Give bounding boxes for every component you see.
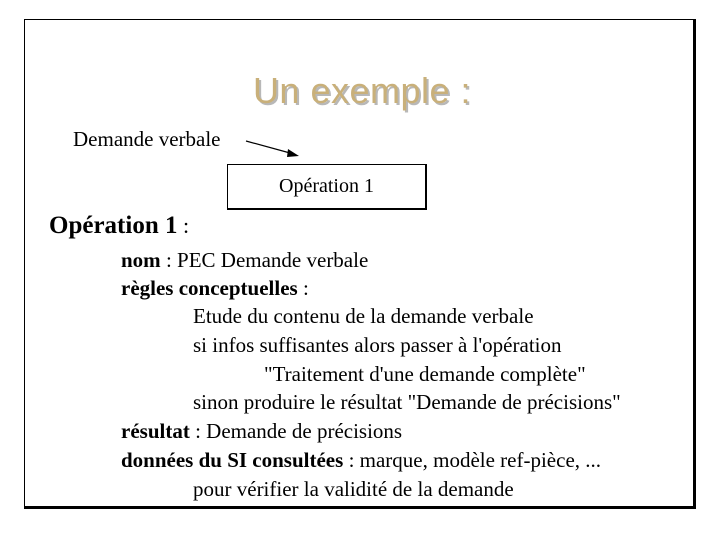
slide-title: Un exemple : [252, 70, 472, 111]
regles-label: règles conceptuelles [121, 276, 298, 300]
donnees-line [121, 450, 601, 471]
rule-line-2: si infos suffisantes alors passer à l'opération [193, 333, 562, 357]
operation-heading [49, 212, 189, 240]
rule-line-1: Etude du contenu de la demande verbale [193, 304, 534, 328]
donnees-label: données du SI consultées [121, 448, 344, 472]
rule-line-3: "Traitement d'une demande complète" [264, 362, 586, 386]
operation-box [227, 164, 427, 210]
resultat-label: résultat [121, 419, 190, 443]
resultat-value: : Demande de précisions [189, 419, 403, 443]
nom-label: nom [121, 248, 161, 272]
rule-line-4: sinon produire le résultat "Demande de précisions" [193, 390, 621, 414]
nom-value: : PEC Demande verbale [160, 248, 369, 272]
donnees-detail-line: pour vérifier la validité de la demande [193, 477, 514, 501]
operation-box-label: Opération 1 [279, 175, 374, 197]
operation-heading-title: Opération 1 [49, 212, 178, 239]
operation-heading-colon: : [177, 213, 190, 238]
demande-verbale-label: Demande verbale [73, 127, 221, 151]
donnees-value: : marque, modèle ref-pièce, ... [343, 448, 602, 472]
regles-colon: : [297, 276, 309, 300]
regles-line [121, 278, 309, 299]
nom-line [121, 250, 368, 271]
resultat-line [121, 421, 402, 442]
